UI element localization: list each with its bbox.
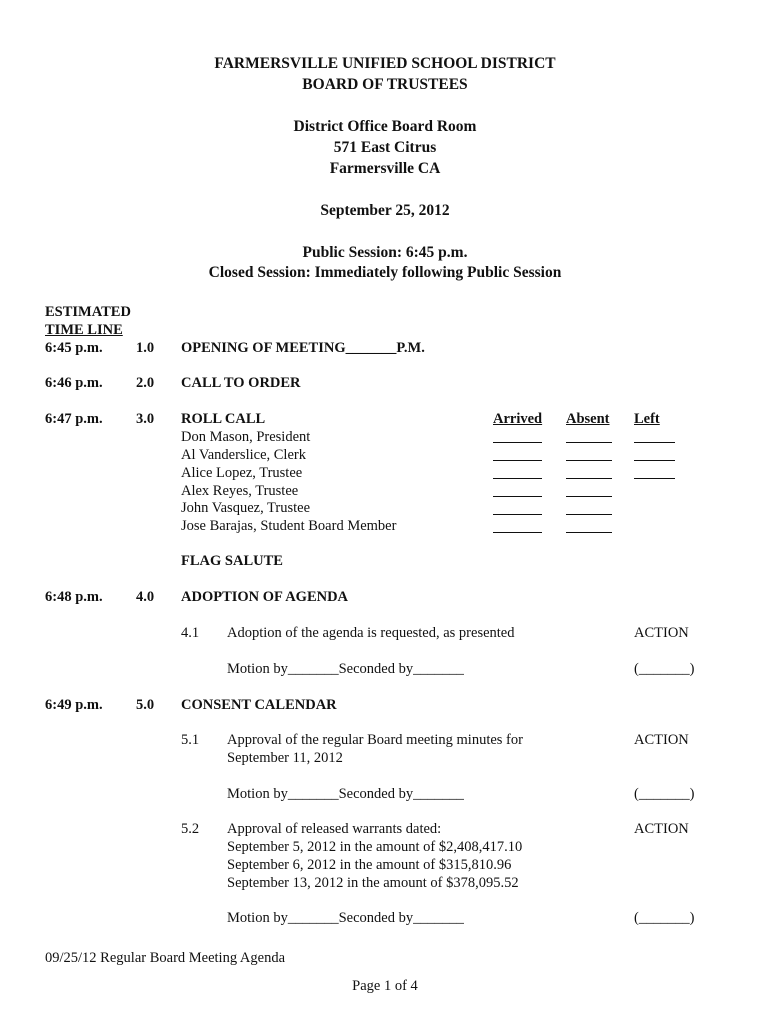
motion-line: Motion by_______Seconded by_______	[227, 786, 464, 802]
item-title-call-to-order: CALL TO ORDER	[181, 375, 301, 391]
arrived-blank	[493, 532, 542, 533]
item-number: 2.0	[136, 375, 155, 391]
absent-blank	[566, 514, 612, 515]
member-name: Alex Reyes, Trustee	[181, 483, 299, 499]
item-title-consent-calendar: CONSENT CALENDAR	[181, 697, 337, 713]
item-time: 6:48 p.m.	[45, 589, 103, 605]
footer-doc-name: 09/25/12 Regular Board Meeting Agenda	[45, 950, 286, 966]
absent-blank	[566, 532, 612, 533]
absent-blank	[566, 496, 612, 497]
board-name: BOARD OF TRUSTEES	[302, 76, 468, 93]
action-label: ACTION	[634, 821, 689, 837]
item-time: 6:46 p.m.	[45, 375, 103, 391]
meeting-address: 571 East Citrus	[333, 139, 437, 156]
vote-blank: (_______)	[634, 661, 695, 677]
district-name: FARMERSVILLE UNIFIED SCHOOL DISTRICT	[214, 55, 556, 72]
absent-blank	[566, 442, 612, 443]
subitem-text: Approval of the regular Board meeting minutes for	[227, 732, 523, 748]
motion-line: Motion by_______Seconded by_______	[227, 661, 464, 677]
arrived-blank	[493, 442, 542, 443]
left-blank	[634, 478, 675, 479]
item-number: 3.0	[136, 411, 155, 427]
item-time: 6:49 p.m.	[45, 697, 103, 713]
item-time: 6:45 p.m.	[45, 340, 103, 356]
action-label: ACTION	[634, 732, 689, 748]
roll-header-absent: Absent	[566, 411, 610, 427]
timeline-label-line2: TIME LINE	[45, 322, 123, 338]
item-number: 5.0	[136, 697, 155, 713]
roll-header-left: Left	[634, 411, 660, 427]
public-session-time: Public Session: 6:45 p.m.	[302, 244, 468, 261]
subitem-number: 4.1	[181, 625, 200, 641]
subitem-number: 5.1	[181, 732, 200, 748]
left-blank	[634, 460, 675, 461]
action-label: ACTION	[634, 625, 689, 641]
vote-blank: (_______)	[634, 910, 695, 926]
subitem-text: September 6, 2012 in the amount of $315,810.96	[227, 857, 512, 873]
member-name: Alice Lopez, Trustee	[181, 465, 303, 481]
subitem-number: 5.2	[181, 821, 200, 837]
item-time: 6:47 p.m.	[45, 411, 103, 427]
meeting-city: Farmersville CA	[329, 160, 441, 177]
subitem-text: Approval of released warrants dated:	[227, 821, 442, 837]
meeting-date: September 25, 2012	[320, 202, 450, 219]
arrived-blank	[493, 478, 542, 479]
item-number: 1.0	[136, 340, 155, 356]
page-number: Page 1 of 4	[352, 978, 418, 994]
subitem-text: September 13, 2012 in the amount of $378,095.52	[227, 875, 519, 891]
subitem-text: Adoption of the agenda is requested, as presented	[227, 625, 515, 641]
vote-blank: (_______)	[634, 786, 695, 802]
flag-salute: FLAG SALUTE	[181, 553, 283, 569]
motion-line: Motion by_______Seconded by_______	[227, 910, 464, 926]
member-name: Al Vanderslice, Clerk	[181, 447, 306, 463]
absent-blank	[566, 478, 612, 479]
roll-header-arrived: Arrived	[493, 411, 543, 427]
closed-session-time: Closed Session: Immediately following Public Session	[208, 264, 562, 281]
member-name: Jose Barajas, Student Board Member	[181, 518, 397, 534]
member-name: John Vasquez, Trustee	[181, 500, 311, 516]
meeting-location: District Office Board Room	[293, 118, 477, 135]
member-name: Don Mason, President	[181, 429, 311, 445]
subitem-text: September 5, 2012 in the amount of $2,408,417.10	[227, 839, 523, 855]
left-blank	[634, 442, 675, 443]
timeline-label-line1: ESTIMATED	[45, 304, 131, 320]
arrived-blank	[493, 460, 542, 461]
item-title-adoption-of-agenda: ADOPTION OF AGENDA	[181, 589, 349, 605]
absent-blank	[566, 460, 612, 461]
subitem-text: September 11, 2012	[227, 750, 343, 766]
item-number: 4.0	[136, 589, 155, 605]
arrived-blank	[493, 514, 542, 515]
item-title-opening: OPENING OF MEETING_______P.M.	[181, 340, 425, 356]
arrived-blank	[493, 496, 542, 497]
item-title-roll-call: ROLL CALL	[181, 411, 266, 427]
